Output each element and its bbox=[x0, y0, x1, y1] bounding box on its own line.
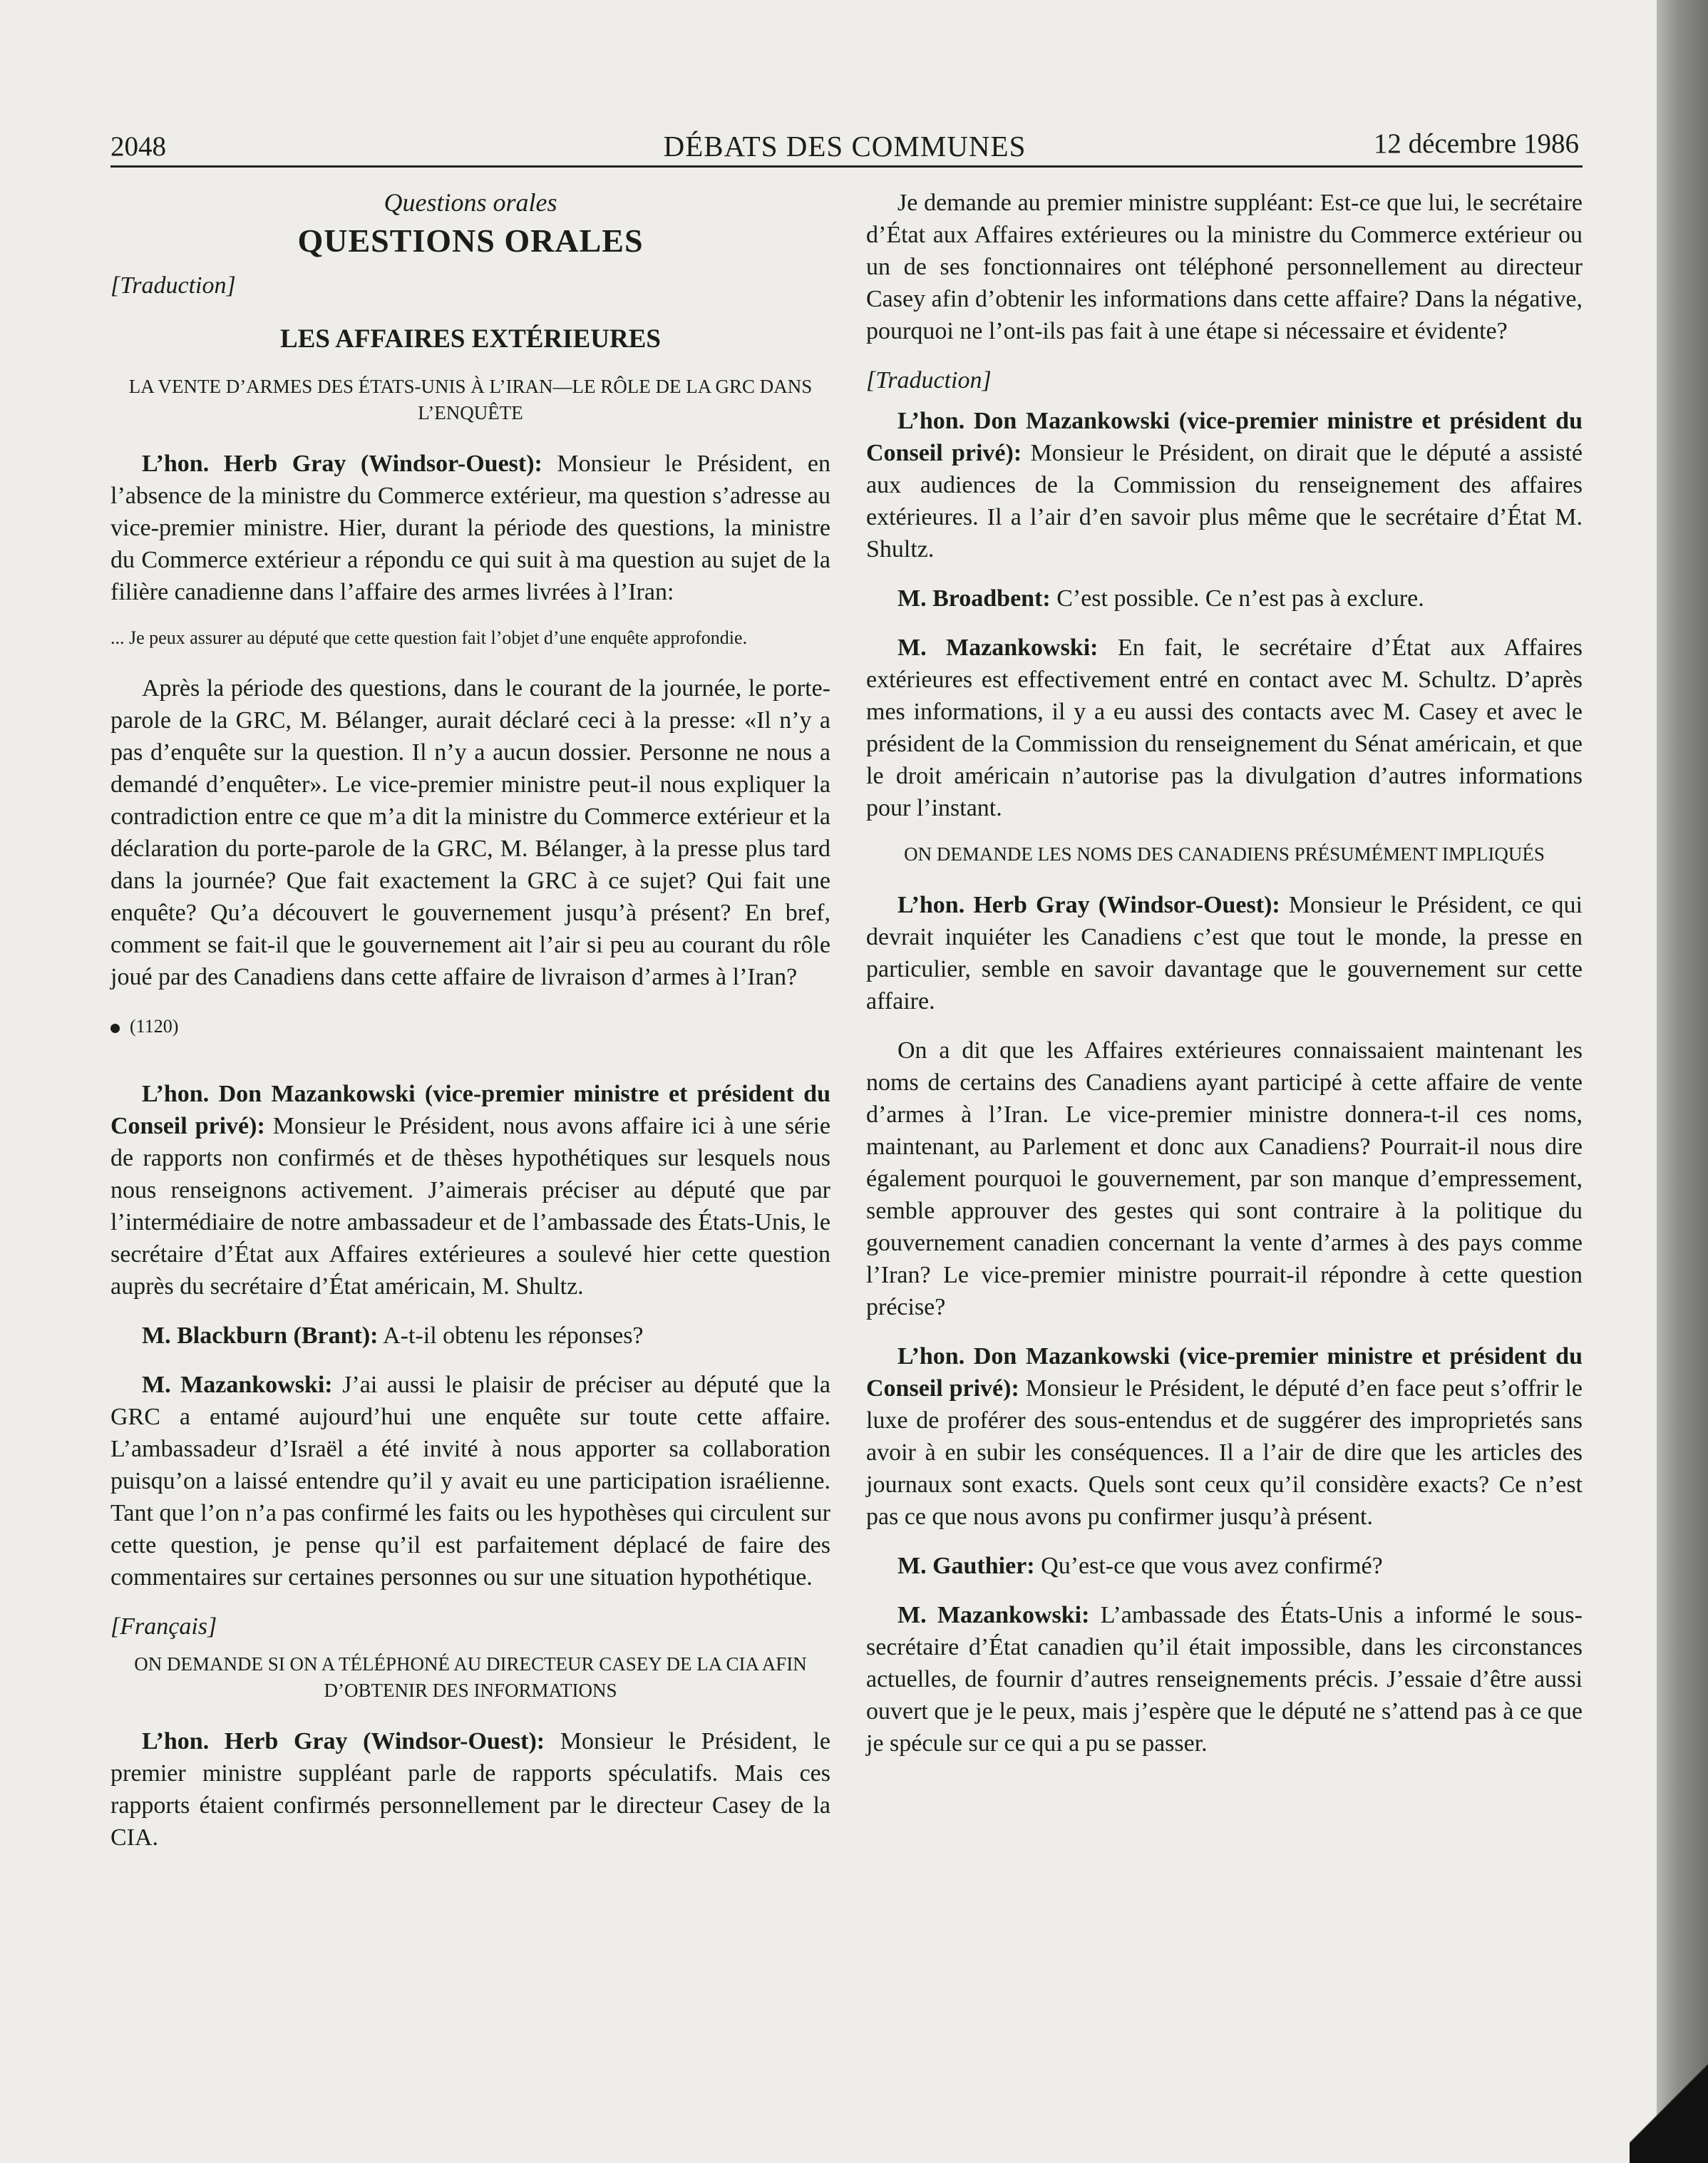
bullet-icon bbox=[110, 1024, 120, 1033]
header-rule bbox=[110, 165, 1583, 168]
speech-text: Monsieur le Président, en l’absence de la ministre du Commerce extérieur, ma question s’adresse au vice-premier ministre. Hier, durant la période des questions, la ministre du Commerce extérieur a répondu ce qui suit à ma question au sujet de la filière canadienne dans l’affaire des armes livrées à l’Iran: bbox=[110, 451, 830, 605]
speech-paragraph bbox=[110, 1369, 830, 1593]
section-heading: LES AFFAIRES EXTÉRIEURES bbox=[280, 324, 661, 354]
speaker-name: L’hon. Herb Gray (Windsor-Ouest): bbox=[897, 892, 1280, 918]
page-date: 12 décembre 1986 bbox=[1373, 128, 1579, 159]
speech-paragraph bbox=[866, 1340, 1583, 1533]
left-column bbox=[110, 187, 830, 1871]
speech-text: Monsieur le Président, on dirait que le député a assisté aux audiences de la Commission du renseignement des affaires extérieures. Il a l’air d’en savoir plus même que le secrétaire d’État M. Shultz. bbox=[866, 440, 1583, 562]
speech-paragraph: On a dit que les Affaires extérieures connaissaient maintenant les noms de certains des Canadiens ayant participé à cette affaire de vente d’armes à l’Iran. Le vice-premier ministre donnera-t-il ces noms, maintenant, au Parlement et donc aux Canadiens? Pourrait-il nous dire également pourquoi le gouvernement, par son manque d’empressement, semble approuver des gestes qui sont contraire à la politique du gouvernement canadien concernant la vente d’armes à des pays comme l’Iran? Le vice-premier ministre pourrait-il répondre à cette question précise? bbox=[866, 1037, 1583, 1320]
translation-label: [Traduction] bbox=[110, 272, 236, 299]
main-heading: QUESTIONS ORALES bbox=[297, 222, 644, 259]
speech-text: Monsieur le Président, le premier ministre suppléant parle de rapports spéculatifs. Mais ces rapports étaient confirmés personnellement par le directeur Casey de la CIA. bbox=[110, 1728, 830, 1851]
quoted-text: ... Je peux assurer au député que cette question fait l’objet d’une enquête approfondie. bbox=[110, 627, 748, 648]
translation-label: [Français] bbox=[110, 1613, 217, 1640]
page-header bbox=[110, 125, 1579, 168]
speech-paragraph bbox=[866, 1550, 1583, 1582]
speech-paragraph bbox=[866, 632, 1583, 824]
speech-text: Monsieur le Président, nous avons affaire ici à une série de rapports non confirmés et de thèses hypothétiques sur lesquels nous nous renseignons activement. J’aimerais préciser au député que par l’intermédiaire de notre ambassadeur et de l’ambassade des États-Unis, le secrétaire d’État aux Affaires extérieures a soulevé hier cette question auprès du secrétaire d’État américain, M. Shultz. bbox=[110, 1113, 830, 1300]
speech-paragraph bbox=[866, 405, 1583, 565]
speech-paragraph bbox=[866, 889, 1583, 1017]
speaker-name: L’hon. Don Mazankowski (vice-premier ministre et président du Conseil privé): bbox=[866, 408, 1583, 466]
corner-shadow bbox=[1630, 2042, 1708, 2163]
speech-text: Monsieur le Président, le député d’en face peut s’offrir le luxe de proférer des sous-entendus et de suggérer des improprietés sans avoir à en subir les conséquences. Il a l’air de dire que les articles des journaux sont exacts. Quels sont ceux qu’il considère exacts? Ce n’est pas ce que nous avons pu confirmer jusqu’à présent. bbox=[866, 1375, 1583, 1530]
speech-paragraph bbox=[110, 1725, 830, 1854]
speech-text: Qu’est-ce que vous avez confirmé? bbox=[1034, 1553, 1383, 1579]
speaker-name: M. Gauthier: bbox=[897, 1553, 1035, 1579]
speech-paragraph: Après la période des questions, dans le courant de la journée, le porte-parole de la GRC, M. Bélanger, aurait déclaré ceci à la presse: «Il n’y a pas d’enquête sur la question. Il n’y a aucun dossier. Personne ne nous a demandé d’enquêter». Le vice-premier ministre peut-il nous expliquer la contradiction entre ce que m’a dit la ministre du Commerce extérieur et la déclaration du porte-parole de la GRC, M. Bélanger, à la presse plus tard dans la journée? Que fait exactement la GRC à ce sujet? Qui fait une enquête? Qu’a découvert le gouvernement jusqu’à présent? En bref, comment se fait-il que le gouvernement ait l’air si peu au courant du rôle joué par des Canadiens dans cette affaire de livraison d’armes à l’Iran? bbox=[110, 675, 830, 990]
speech-text: C’est possible. Ce n’est pas à exclure. bbox=[1050, 585, 1424, 612]
speech-paragraph bbox=[866, 1599, 1583, 1759]
translation-label: [Traduction] bbox=[866, 367, 992, 394]
time-marker bbox=[110, 1010, 830, 1042]
speech-text: J’ai aussi le plaisir de préciser au député que la GRC a entamé aujourd’hui une enquête sur toute cette affaire. L’ambassadeur d’Israël a été invité à nous apporter sa collaboration puisqu’on a laissé entendre qu’il y avait eu une participation israélienne. Tant que l’on n’a pas confirmé les faits ou les hypothèses qui circulent sur cette question, je pense qu’il est parfaitement déplacé de faire des commentaires sur certaines personnes ou sur une situation hypothétique. bbox=[110, 1372, 830, 1591]
speech-paragraph: Je demande au premier ministre suppléant: Est-ce que lui, le secrétaire d’État aux Affaires extérieures ou la ministre du Commerce extérieur ou un de ses fonctionnaires ont téléphoné personnellement au directeur Casey afin d’obtenir les informations dans cette affaire? Dans la négative, pourquoi ne l’ont-ils pas fait à une étape si nécessaire et évidente? bbox=[866, 190, 1583, 344]
speaker-name: L’hon. Herb Gray (Windsor-Ouest): bbox=[142, 451, 542, 477]
subheading: ON DEMANDE SI ON A TÉLÉPHONÉ AU DIRECTEUR CASEY DE LA CIA AFIN D’OBTENIR DES INFORMATIONS bbox=[134, 1653, 807, 1701]
speaker-name: L’hon. Don Mazankowski (vice-premier ministre et président du Conseil privé): bbox=[110, 1081, 830, 1139]
speech-text: L’ambassade des États-Unis a informé le sous-secrétaire d’État canadien qu’il était impossible, dans les circonstances actuelles, de fournir d’autres renseignements précis. J’essaie d’être aussi ouvert que je le peux, mais j’espère que le député ne s’attend pas à ce que je spécule sur ce qui a pu se passer. bbox=[866, 1602, 1583, 1757]
book-spine bbox=[1657, 0, 1708, 2163]
speech-paragraph bbox=[110, 1078, 830, 1303]
subheading: LA VENTE D’ARMES DES ÉTATS-UNIS À L’IRAN—LE RÔLE DE LA GRC DANS L’ENQUÊTE bbox=[128, 376, 813, 423]
subheading: ON DEMANDE LES NOMS DES CANADIENS PRÉSUMÉMENT IMPLIQUÉS bbox=[904, 843, 1545, 865]
speech-paragraph bbox=[866, 582, 1583, 615]
speaker-name: L’hon. Herb Gray (Windsor-Ouest): bbox=[142, 1728, 545, 1754]
publication-title: DÉBATS DES COMMUNES bbox=[663, 130, 1027, 163]
speech-text: En fait, le secrétaire d’État aux Affaires extérieures est effectivement entré en contact avec M. Schultz. D’après mes informations, il y a eu aussi des contacts avec M. Casey et avec le président de la Commission du renseignement du Sénat américain, et que le droit américain n’autorise pas la divulgation d’autres informations pour l’instant. bbox=[866, 634, 1583, 821]
right-column bbox=[866, 187, 1583, 1777]
time-marker-text: (1120) bbox=[130, 1016, 179, 1037]
speaker-name: M. Blackburn (Brant): bbox=[142, 1322, 379, 1349]
page-number: 2048 bbox=[110, 131, 166, 162]
speaker-name: L’hon. Don Mazankowski (vice-premier ministre et président du Conseil privé): bbox=[866, 1343, 1583, 1402]
speaker-name: M. Broadbent: bbox=[897, 585, 1051, 612]
speaker-name: M. Mazankowski: bbox=[897, 634, 1099, 661]
speech-paragraph bbox=[110, 1320, 830, 1352]
speaker-name: M. Mazankowski: bbox=[142, 1372, 333, 1398]
speech-text: A-t-il obtenu les réponses? bbox=[378, 1322, 644, 1349]
speech-text: Monsieur le Président, ce qui devrait inquiéter les Canadiens c’est que tout le monde, la presse en particulier, semble en savoir davantage que le gouvernement sur cette affaire. bbox=[866, 892, 1583, 1014]
section-running-title: Questions orales bbox=[384, 188, 557, 217]
speech-paragraph bbox=[110, 448, 830, 608]
speaker-name: M. Mazankowski: bbox=[897, 1602, 1090, 1628]
